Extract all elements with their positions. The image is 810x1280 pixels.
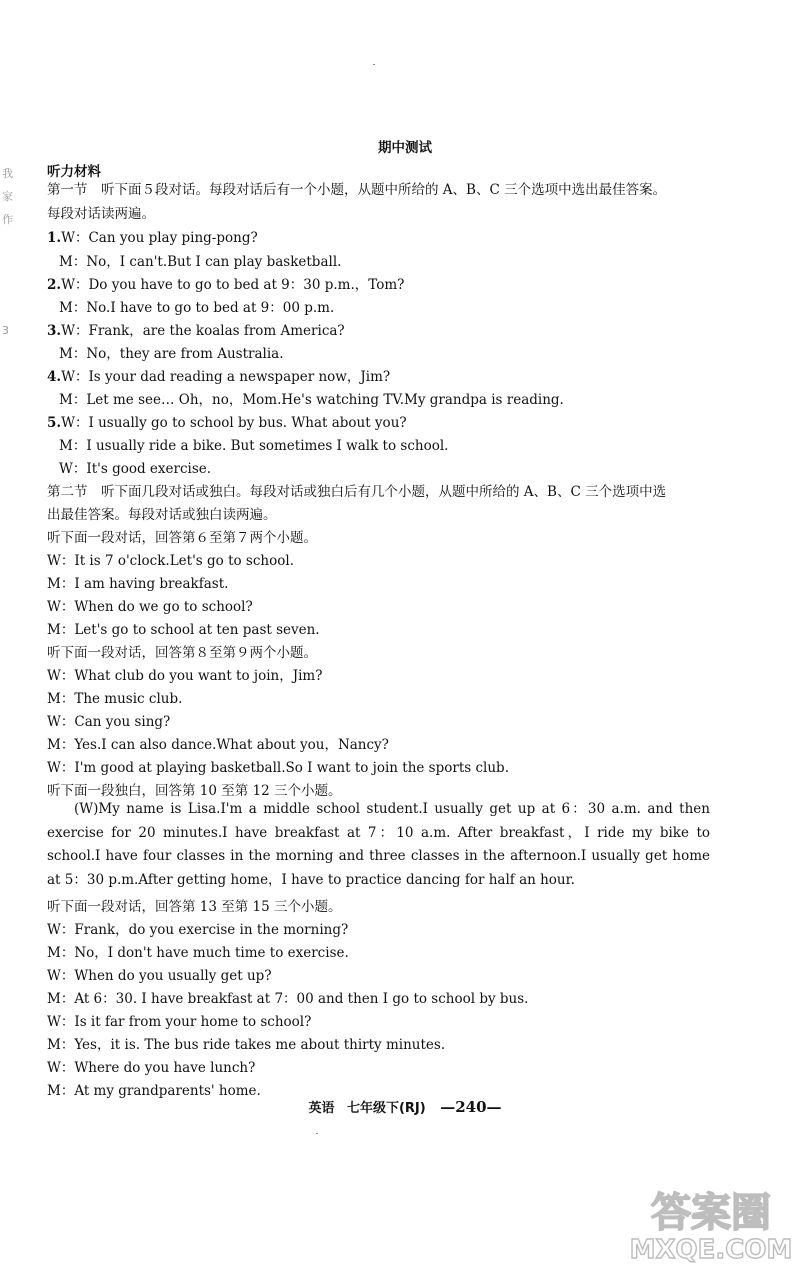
line-text: M：No，I can't.But I can play basketball.: [59, 254, 342, 270]
script-line: [47, 368, 390, 386]
line-text: M：I am having breakfast.: [47, 576, 229, 592]
script-line: [59, 253, 341, 271]
script-line: [47, 575, 228, 593]
scan-speck: [316, 1133, 318, 1134]
line-text: W：I usually go to school by bus. What about you?: [61, 415, 407, 431]
script-line: [47, 690, 182, 708]
script-line: [47, 181, 666, 199]
line-text: W：When do we go to school?: [47, 599, 253, 615]
page-number: —240—: [440, 1098, 502, 1116]
line-text: W：Is your dad reading a newspaper now，Jim?: [61, 369, 391, 385]
item-number: 5.: [47, 415, 62, 431]
line-text: 听下面一段对话，回答第８至第９两个小题。: [47, 645, 317, 661]
line-text: M：No，I don't have much time to exercise.: [47, 945, 349, 961]
script-line: [47, 1013, 311, 1031]
line-text: 第一节 听下面５段对话。每段对话后有一个小题，从题中所给的 A、B、C 三个选项中选出最佳答案。: [47, 182, 667, 198]
script-line: [47, 736, 389, 754]
script-line: [59, 345, 284, 363]
script-line: [47, 921, 348, 939]
script-line: [47, 667, 322, 685]
script-line: [47, 621, 320, 639]
script-line: [59, 437, 448, 455]
script-line: [47, 644, 317, 662]
script-line: [47, 967, 272, 985]
line-text: M：Yes.I can also dance.What about you，Nancy?: [47, 737, 389, 753]
line-text: 每段对话读两遍。: [47, 206, 155, 222]
script-line: [47, 506, 277, 524]
footer-grade: 七年级下(RJ): [346, 1101, 426, 1116]
line-text: W：Can you play ping-pong?: [61, 230, 258, 246]
line-text: W：When do you usually get up?: [47, 968, 272, 984]
line-text: W：Can you sing?: [47, 714, 171, 730]
script-line: [47, 483, 666, 501]
script-line: [47, 598, 253, 616]
line-text: W：Where do you have lunch?: [47, 1060, 256, 1076]
monologue-text: (W)My name is Lisa.I'm a middle school student.I usually get up at 6：30 a.m. and then exercise for 20 minutes.I have breakfast at 7：10 a.m. After breakfast，I ride my bike to school.I have four classes in the morning and three classes in the afternoon.I usually get home at 5：30 p.m.After getting home，I have to practice dancing for half an hour.: [47, 801, 710, 888]
page-footer: [0, 1097, 810, 1116]
line-text: 出最佳答案。每段对话或独白读两遍。: [47, 507, 277, 523]
script-line: [47, 713, 170, 731]
margin-mark: 作: [2, 213, 13, 226]
line-text: W：What club do you want to join，Jim?: [47, 668, 323, 684]
margin-mark: 家: [2, 190, 13, 203]
line-text: M：No，they are from Australia.: [59, 346, 284, 362]
page-title: 期中测试: [378, 140, 432, 156]
script-line: [47, 1059, 255, 1077]
monologue-paragraph: [47, 798, 710, 892]
scan-speck: [373, 64, 375, 65]
item-number: 2.: [47, 277, 62, 293]
line-text: W：It is 7 o'clock.Let's go to school.: [47, 553, 294, 569]
script-line: [47, 414, 407, 432]
script-line: [59, 391, 564, 409]
script-line: [59, 460, 211, 478]
footer-subject: 英语: [308, 1101, 335, 1116]
line-text: M：The music club.: [47, 691, 183, 707]
line-text: M：I usually ride a bike. But sometimes I walk to school.: [59, 438, 449, 454]
line-text: 听下面一段对话，回答第 13 至第 15 三个小题。: [47, 899, 342, 915]
script-line: [59, 299, 334, 317]
watermark-logo: [626, 1182, 796, 1264]
line-text: W：I'm good at playing basketball.So I want to join the sports club.: [47, 760, 509, 776]
line-text: W：Frank，do you exercise in the morning?: [47, 922, 349, 938]
line-text: M：Let me see… Oh，no，Mom.He's watching TV.My grandpa is reading.: [59, 392, 564, 408]
line-text: M：At my grandparents' home.: [47, 1083, 261, 1099]
script-line: [47, 322, 345, 340]
script-line: [47, 944, 349, 962]
section-heading: 听力材料: [47, 164, 101, 180]
item-number: 4.: [47, 369, 62, 385]
line-text: M：Yes，it is. The bus ride takes me about thirty minutes.: [47, 1037, 446, 1053]
script-line: [47, 552, 294, 570]
watermark-bottom-text: MXQE.COM: [629, 1235, 793, 1264]
line-text: W：Frank，are the koalas from America?: [61, 323, 345, 339]
script-line: [47, 759, 509, 777]
margin-mark: 3: [2, 324, 9, 337]
line-text: 听下面一段对话，回答第６至第７两个小题。: [47, 530, 317, 546]
line-text: M：No.I have to go to bed at 9：00 p.m.: [59, 300, 335, 316]
line-text: 第二节 听下面几段对话或独白。每段对话或独白后有几个小题，从题中所给的 A、B、C 三个选项中选: [47, 484, 667, 500]
line-text: M：Let's go to school at ten past seven.: [47, 622, 320, 638]
margin-mark: 我: [2, 167, 13, 180]
line-text: M：At 6：30. I have breakfast at 7：00 and then I go to school by bus.: [47, 991, 529, 1007]
watermark-top-text: 答案圈: [651, 1190, 771, 1236]
script-line: [47, 205, 155, 223]
script-line: [47, 529, 317, 547]
script-line: [47, 990, 528, 1008]
script-line: [47, 898, 342, 916]
item-number: 1.: [47, 230, 62, 246]
line-text: W：Do you have to go to bed at 9：30 p.m.，Tom?: [61, 277, 405, 293]
item-number: 3.: [47, 323, 62, 339]
line-text: W：Is it far from your home to school?: [47, 1014, 312, 1030]
line-text: W：It's good exercise.: [59, 461, 212, 477]
script-line: [47, 229, 258, 247]
script-line: [47, 1036, 445, 1054]
script-line: [47, 276, 404, 294]
line-text: 听下面一段独白，回答第 10 至第 12 三个小题。: [47, 783, 342, 799]
